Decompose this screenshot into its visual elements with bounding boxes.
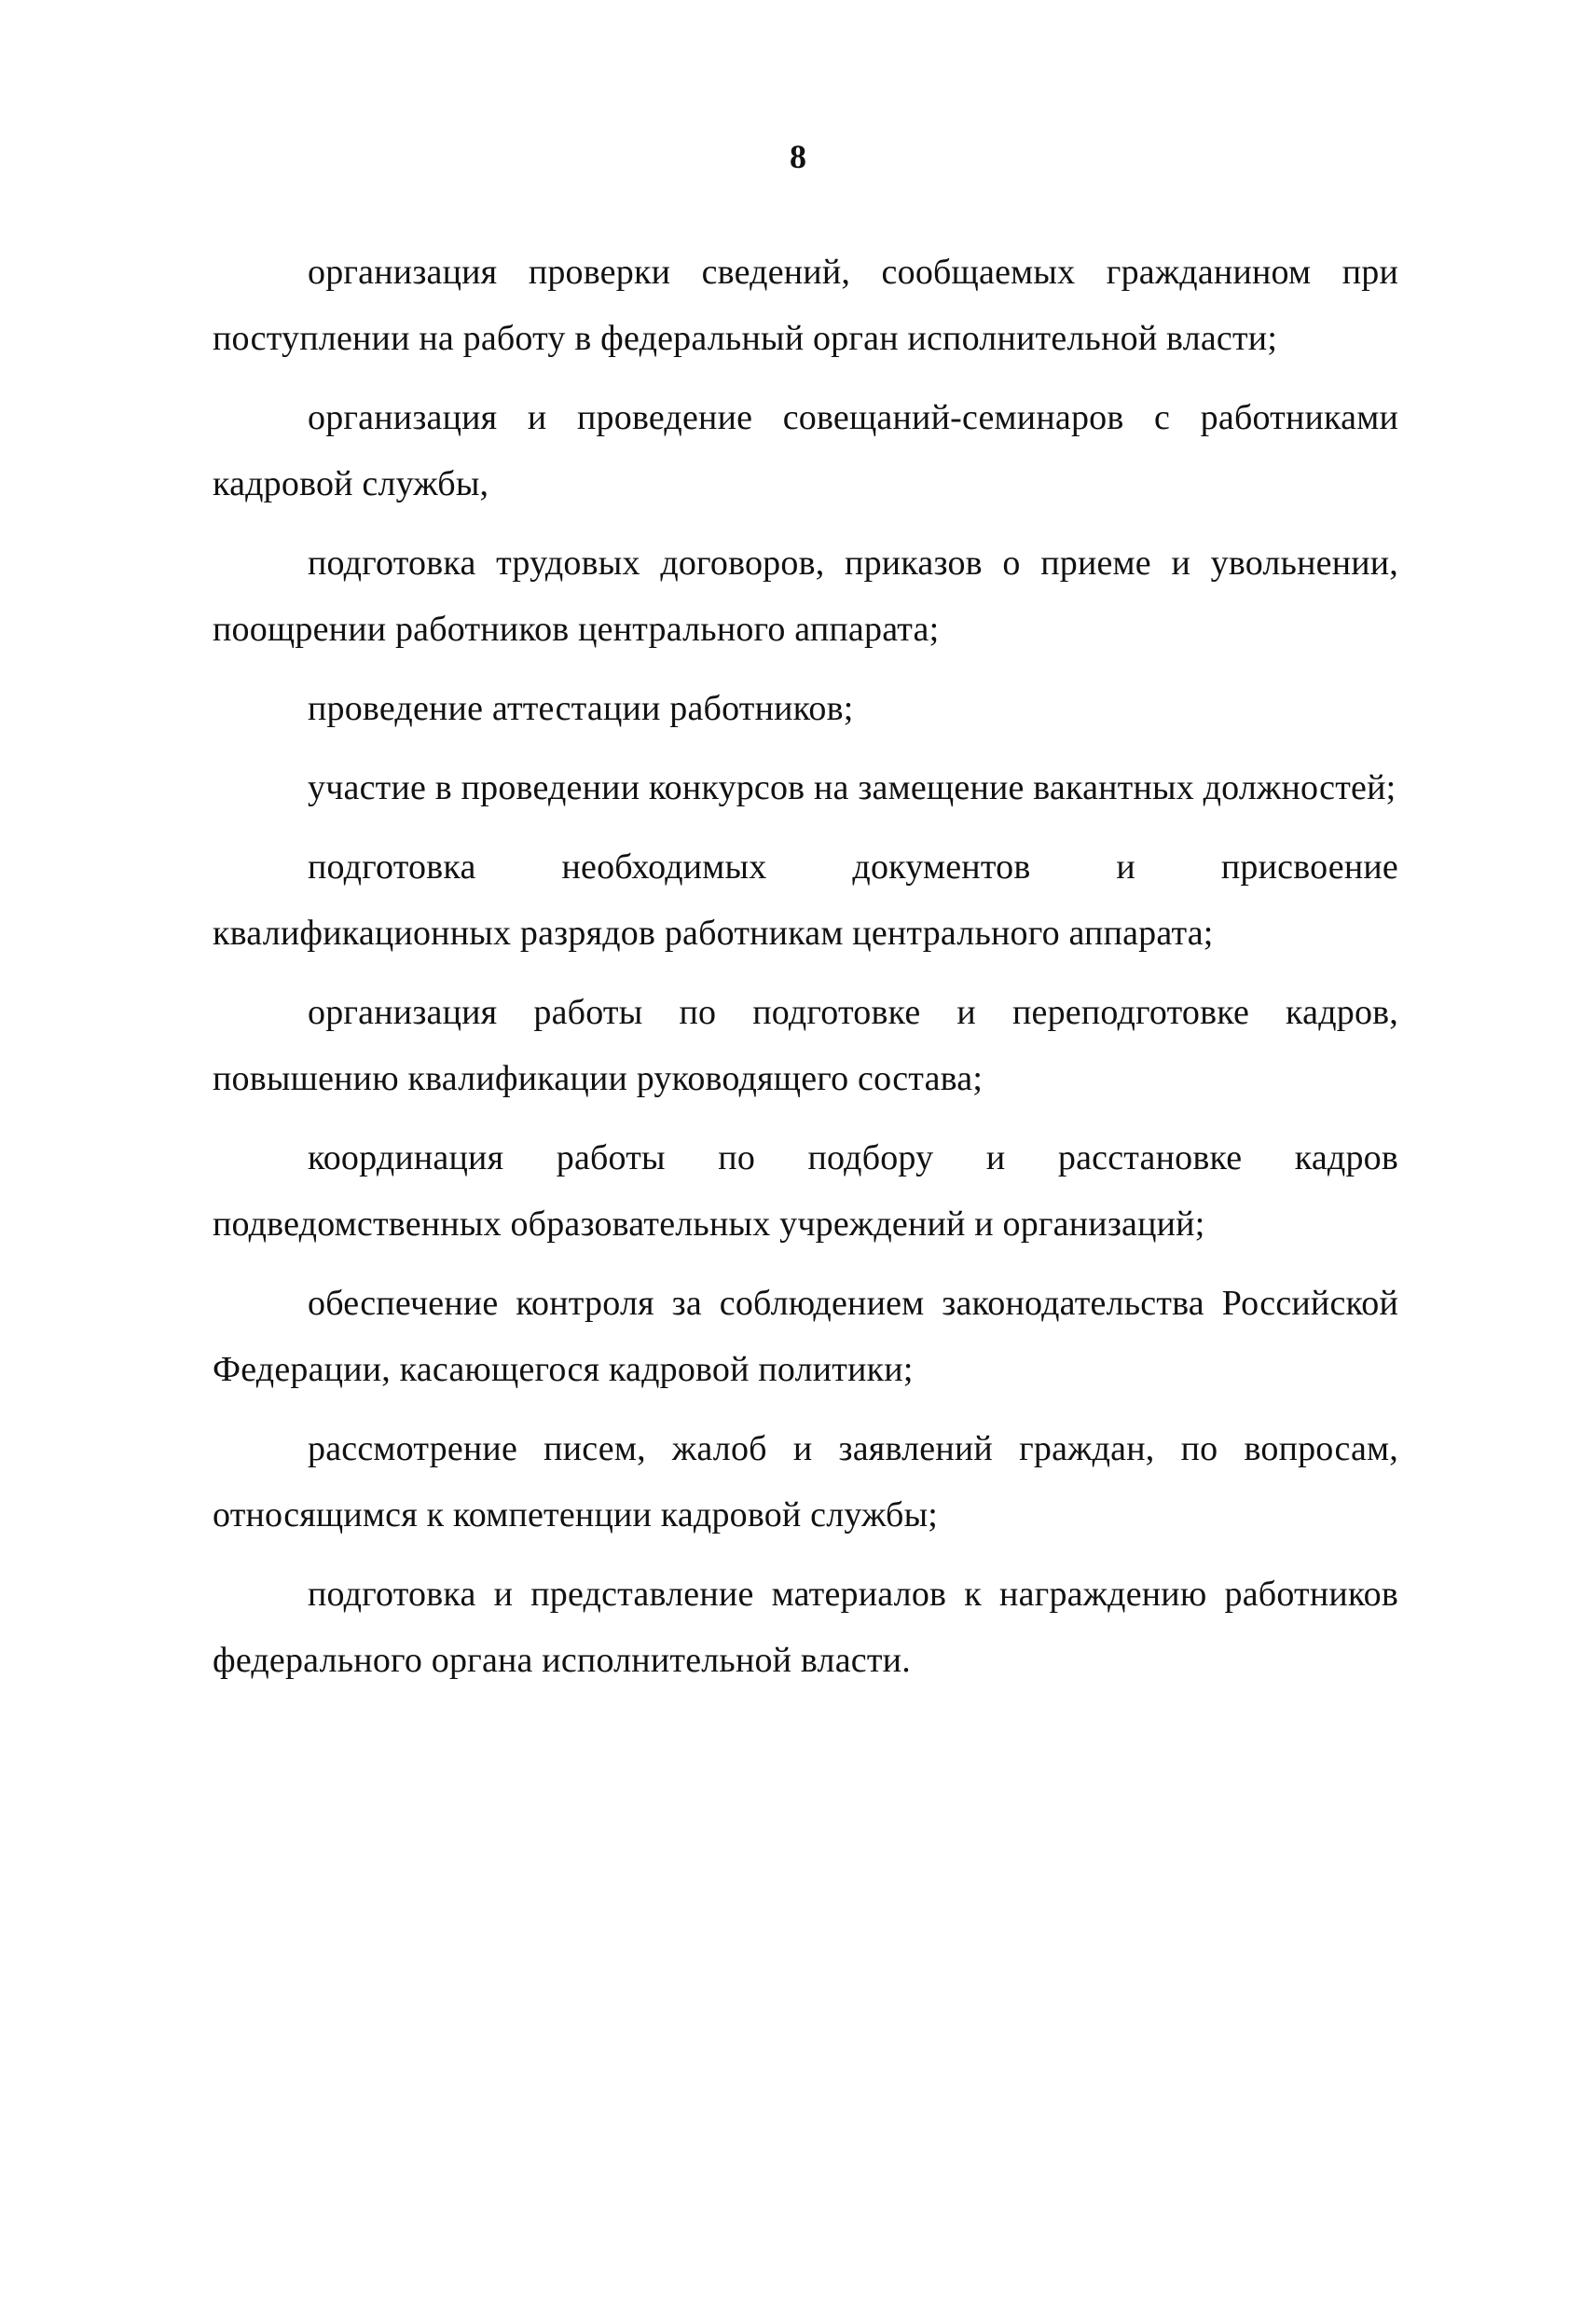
paragraph-9: обеспечение контроля за соблюдением законодательства Российской Федерации, касающегося кадровой политики; (213, 1284, 1398, 1389)
paragraph-2: организация и проведение совещаний-семинаров с работниками кадровой службы, (213, 398, 1398, 503)
paragraph-3: подготовка трудовых договоров, приказов о приеме и увольнении, поощрении работников центрального аппарата; (213, 544, 1398, 649)
paragraph-1: организация проверки сведений, сообщаемых гражданином при поступлении на работу в федеральный орган исполнительной власти; (213, 253, 1398, 358)
paragraph-10: рассмотрение писем, жалоб и заявлений граждан, по вопросам, относящимся к компетенции кадровой службы; (213, 1429, 1398, 1534)
paragraph-7: организация работы по подготовке и переподготовке кадров, повышению квалификации руководящего состава; (213, 993, 1398, 1098)
paragraph-6: подготовка необходимых документов и присвоение квалификационных разрядов работникам центрального аппарата; (213, 847, 1398, 953)
paragraph-11: подготовка и представление материалов к награждению работников федерального органа исполнительной власти. (213, 1575, 1398, 1680)
page-number: 8 (790, 138, 806, 175)
paragraph-8: координация работы по подбору и расстановке кадров подведомственных образовательных учреждений и организаций; (213, 1138, 1398, 1244)
paragraph-5: участие в проведении конкурсов на замещение вакантных должностей; (308, 768, 1396, 807)
document-body (213, 240, 1398, 1707)
paragraph-4: проведение аттестации работников; (308, 689, 854, 728)
